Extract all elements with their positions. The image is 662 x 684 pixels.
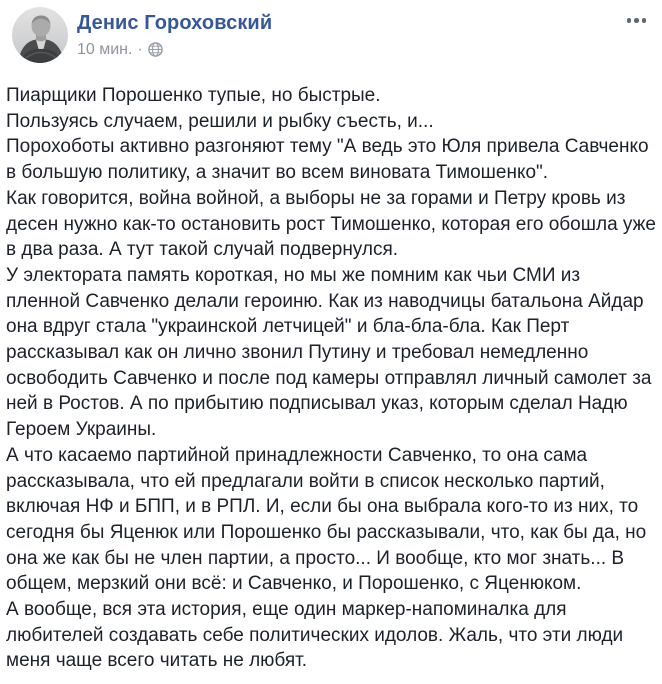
author-link[interactable]: Денис Гороховский (77, 12, 273, 34)
post-paragraph: А вообще, вся эта история, еще один маркер-напоминалка для любителей создавать себе политических идолов. Жаль, что эти люди меня чаще всего читать не любят. (6, 599, 629, 672)
post-meta (77, 40, 272, 59)
meta-separator: · (137, 41, 143, 58)
ellipsis-icon (627, 18, 632, 23)
post-header (0, 0, 662, 74)
timestamp-link[interactable]: 10 мин. (77, 41, 133, 58)
post-paragraph: А что касаемо партийной принадлежности Савченко, то она сама рассказывала, что ей предлагали войти в список несколько партий, включая НФ и БПП, и в РПЛ. И, если бы она выбрала кого-то из них, то сегодня бы Яценюк или Порошенко бы рассказывали, что, как бы да, но она же как бы не член партии, а просто... И вообще, кто мог знать... В общем, мерзкий они всё: и Савченко, и Порошенко, с Яценюком. (6, 444, 652, 595)
post-paragraph: Как говорится, война войной, а выборы не за горами и Петру кровь из десен нужно как-то остановить рост Тимошенко, которая его обошла уже в два раза. А тут такой случай подвернулся. (6, 187, 662, 261)
post-body (0, 74, 662, 684)
avatar-photo (12, 7, 68, 63)
post-paragraph: Пиарщики Порошенко тупые, но быстрые. (6, 85, 381, 106)
post-paragraph: Пользуясь случаем, решили и рыбку съесть, и... (6, 110, 434, 132)
avatar[interactable] (12, 7, 68, 63)
post-paragraph: Порохоботы активно разгоняют тему "А ведь это Юля привела Савченко в большую политику, а значит во всем виновата Тимошенко". (6, 136, 654, 184)
post-paragraph: У электората память короткая, но мы же помним как чьи СМИ из пленной Савченко делали героиню. Как из наводчицы батальона Айдар она вдруг стала "украинской летчицей" и бла-бла-бла. Как Перт рассказывал как он лично звонил Путину и требовал немедленно освободить Савченко и после под камеры отправлял личный самолет за ней в Ростов. А по прибытию подписывал указ, которым сделал Надю Героем Украины. (6, 264, 657, 441)
globe-icon (148, 42, 163, 57)
header-text (77, 7, 272, 59)
post-menu-button[interactable] (625, 12, 649, 29)
